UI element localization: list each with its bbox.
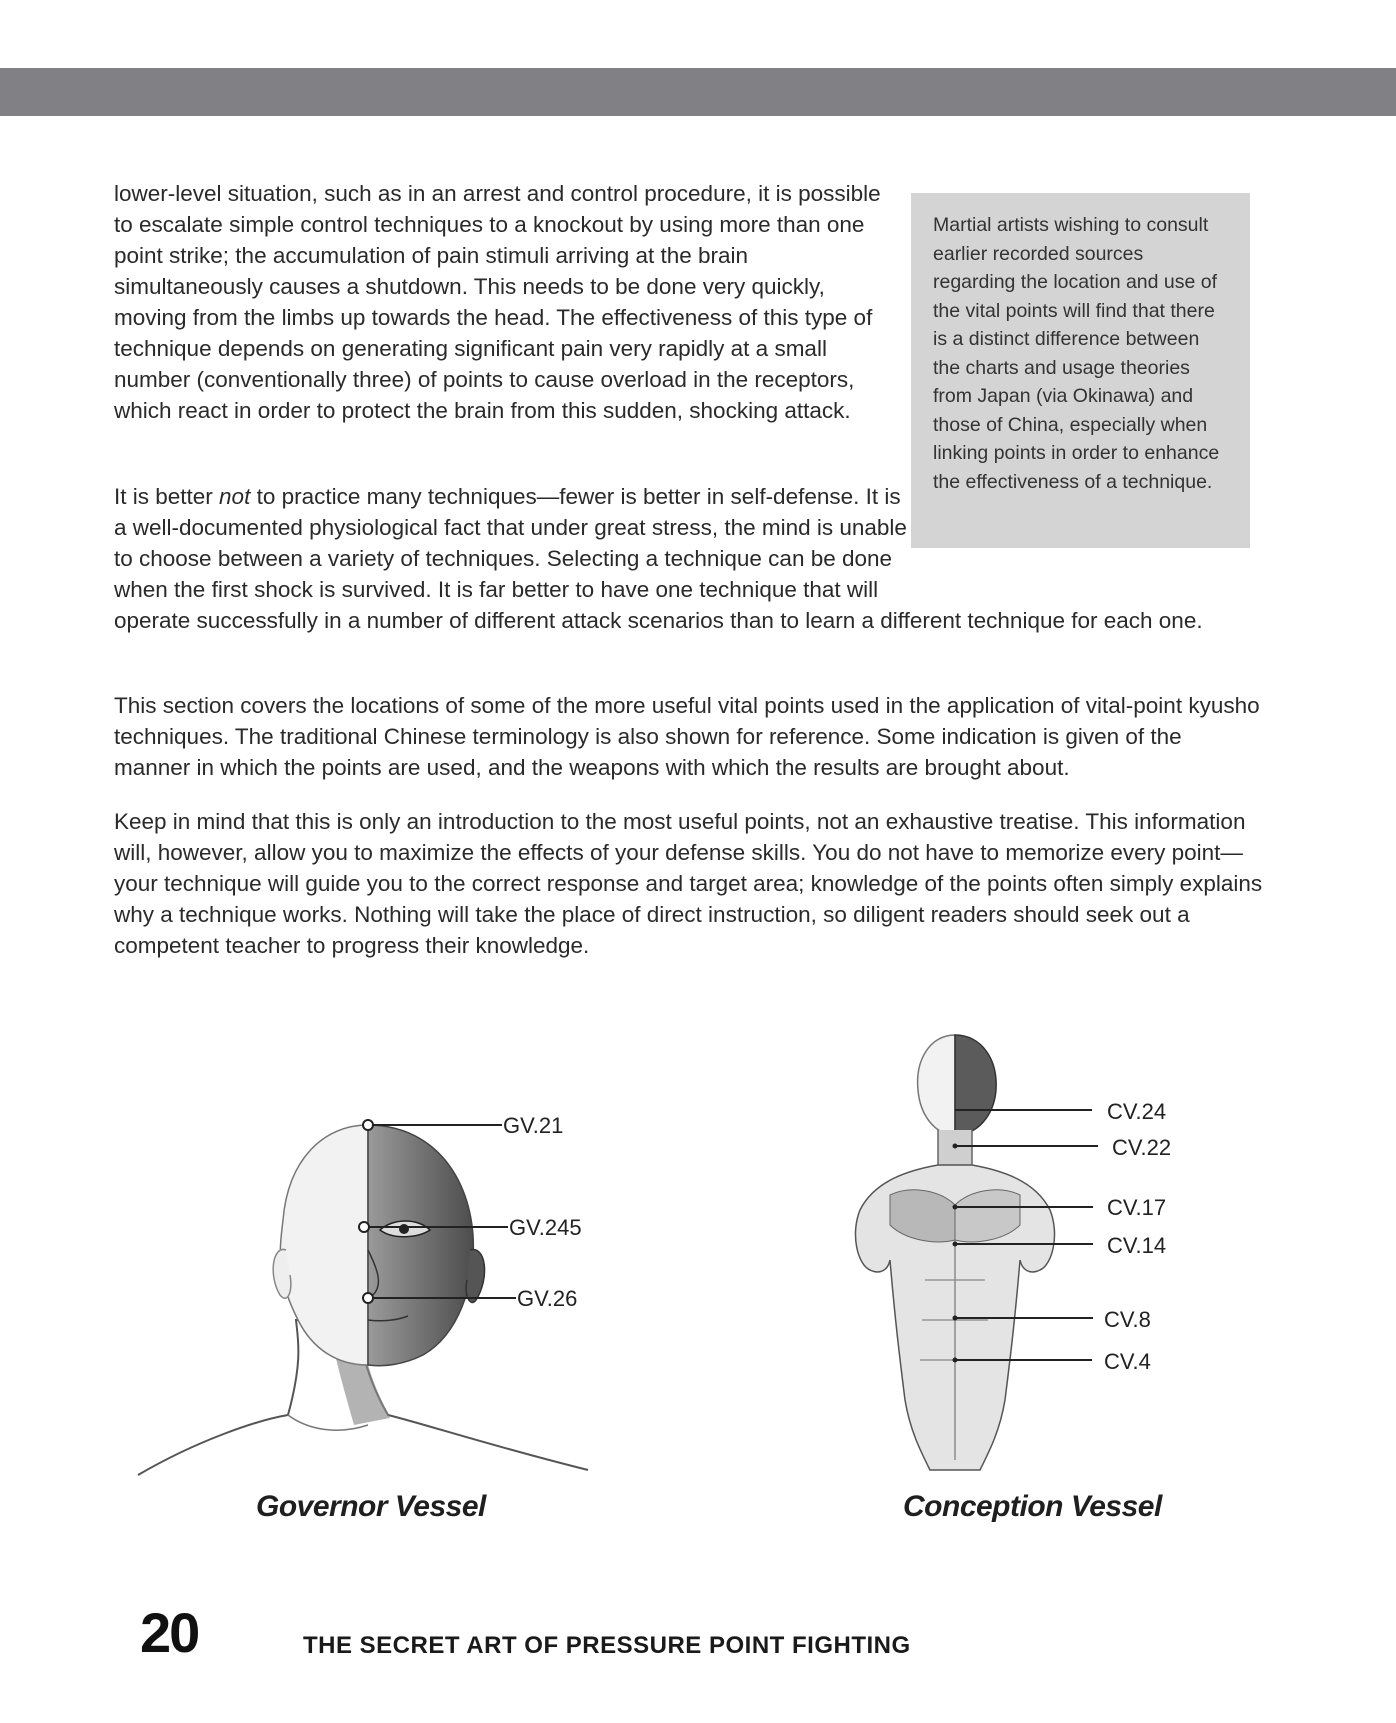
torso-illustration <box>830 1020 1230 1480</box>
point-label-gv245: GV.245 <box>509 1215 582 1240</box>
paragraph-2 <box>114 481 1264 636</box>
governor-vessel-figure <box>128 1020 608 1480</box>
point-label-cv8: CV.8 <box>1104 1307 1151 1332</box>
point-label-gv21: GV.21 <box>503 1113 564 1138</box>
point-label-gv26: GV.26 <box>517 1286 578 1311</box>
sidebar-note: Martial artists wishing to consult earlier recorded sources regarding the location and use of the vital points will find that there is a distinct difference between the charts and usage theories from Japan (via Okinawa) and those of China, especially when linking points in order to enhance the effectiveness of a technique. <box>911 193 1250 548</box>
head-illustration <box>128 1020 608 1480</box>
paragraph-4: Keep in mind that this is only an introduction to the most useful points, not an exhaustive treatise. This information will, however, allow you to maximize the effects of your defense skills. You do not have to memorize every point—your technique will guide you to the correct response and target area; knowledge of the points often simply explains why a technique works. Nothing will take the place of direct instruction, so diligent readers should seek out a competent teacher to progress their knowledge. <box>114 809 1263 958</box>
point-label-cv24: CV.24 <box>1107 1099 1167 1124</box>
point-label-cv22: CV.22 <box>1112 1135 1172 1160</box>
running-title: THE SECRET ART OF PRESSURE POINT FIGHTING <box>303 1632 911 1659</box>
header-band <box>0 68 1396 116</box>
paragraph-2-start: It is better <box>114 484 220 509</box>
paragraph-2-emphasis: not <box>219 484 251 509</box>
page-number: 20 <box>140 1601 199 1664</box>
point-label-cv4: CV.4 <box>1104 1349 1151 1374</box>
sidebar-space <box>914 481 1264 581</box>
paragraph-1: lower-level situation, such as in an arrest and control procedure, it is possible to escalate simple control techniques to a knockout by using more than one point strike; the accumulation of pain stimuli arriving at the brain simultaneously causes a shutdown. This needs to be done very quickly, moving from the limbs up towards the head. The effectiveness of this type of technique depends on generating significant pain very rapidly at a small number (conventionally three) of points to cause overload in the receptors, which react in order to protect the brain from this sudden, shocking attack. <box>114 181 881 423</box>
point-label-cv14: CV.14 <box>1107 1233 1167 1258</box>
paragraph-3: This section covers the locations of some of the more useful vital points used in the application of vital-point kyusho techniques. The traditional Chinese terminology is also shown for reference. Some indication is given of the manner in which the points are used, and the weapons with which the results are brought about. <box>114 693 1260 780</box>
paragraph-2-rest: to practice many techniques—fewer is better in self-defense. It is a well-documented physiological fact that under great stress, the mind is unable to choose between a variety of techniques. Selecting a technique can be done when the first shock is survived. It is far better to have one technique that will operate successfully in a number of different attack scenarios than to learn a different technique for each one. <box>114 484 1203 633</box>
point-label-cv17: CV.17 <box>1107 1195 1167 1220</box>
conception-vessel-caption: Conception Vessel <box>903 1490 1162 1523</box>
governor-vessel-caption: Governor Vessel <box>256 1490 486 1523</box>
conception-vessel-figure <box>830 1020 1230 1480</box>
